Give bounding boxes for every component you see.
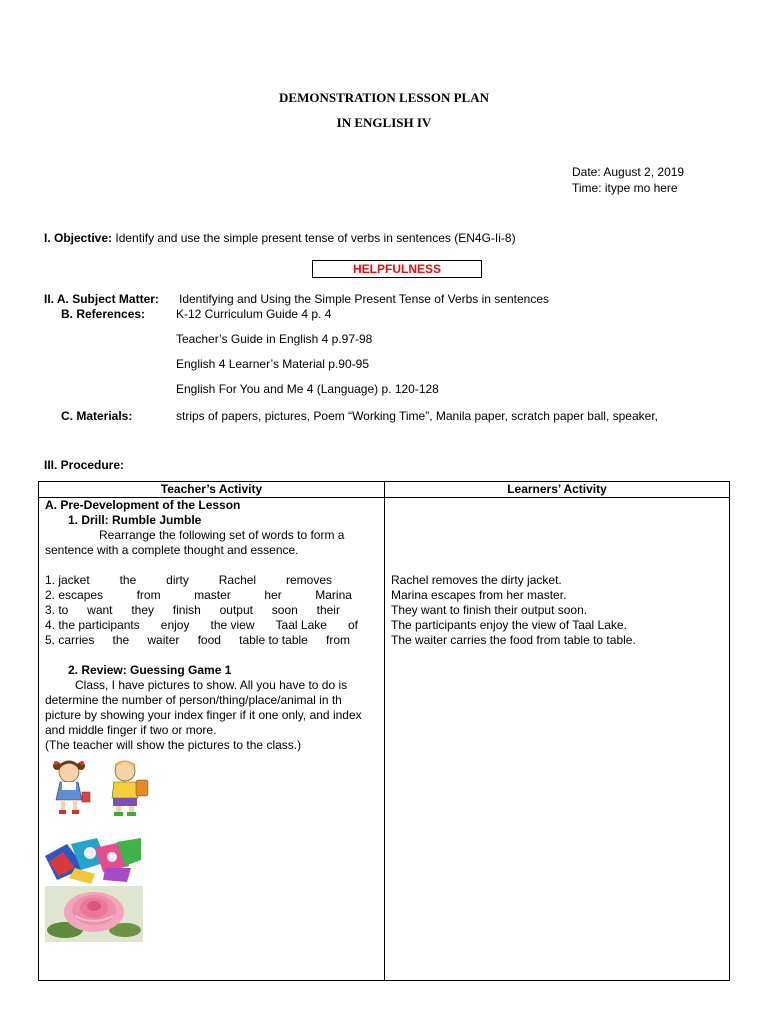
- drill-word: from: [326, 633, 350, 647]
- teacher-activity-cell: [39, 498, 385, 981]
- drill-word: 3. to: [45, 603, 69, 617]
- drill-word: table to table: [239, 633, 308, 647]
- reference-item: English For You and Me 4 (Language) p. 120-128: [176, 382, 439, 396]
- table-header-row: [39, 482, 730, 498]
- drill-word: waiter: [147, 633, 180, 647]
- drill-word: of: [347, 618, 358, 632]
- drill-answer: The participants enjoy the view of Taal Lake.: [391, 618, 627, 632]
- time-text: Time: itype mo here: [572, 181, 678, 195]
- drill-word: Marina: [315, 588, 352, 602]
- rose-picture: [45, 886, 143, 942]
- references-label: B. References:: [61, 307, 146, 321]
- drill-word: 4. the participants: [45, 618, 140, 632]
- objective-label: I. Objective:: [44, 231, 113, 245]
- pre-development-heading: A. Pre-Development of the Lesson: [45, 498, 241, 512]
- drill-item: [45, 618, 358, 632]
- drill-word: the: [119, 573, 137, 587]
- drill-word: removes: [285, 573, 332, 587]
- review-text: picture by showing your index finger if it one only, and index: [45, 708, 362, 722]
- drill-word: dirty: [166, 573, 189, 587]
- drill-word: food: [197, 633, 221, 647]
- date-text: Date: August 2, 2019: [572, 165, 685, 179]
- drill-word: 1. jacket: [45, 573, 90, 587]
- reference-item: K-12 Curriculum Guide 4 p. 4: [176, 307, 332, 321]
- drill-word: want: [87, 603, 113, 617]
- learners-activity-header: Learners’ Activity: [385, 482, 730, 498]
- reference-item: Teacher’s Guide in English 4 p.97-98: [176, 332, 373, 346]
- drill-instruction: Rearrange the following set of words to form a: [99, 528, 345, 542]
- drill-word: their: [316, 603, 340, 617]
- drill-answer: The waiter carries the food from table to table.: [391, 633, 636, 647]
- lesson-plan-subtitle: IN ENGLISH IV: [336, 115, 432, 130]
- drill-item: [45, 603, 340, 617]
- drill-word: enjoy: [160, 618, 190, 632]
- review-text: and middle finger if two or more.: [45, 723, 217, 737]
- drill-word: 2. escapes: [45, 588, 104, 602]
- lesson-plan-title: DEMONSTRATION LESSON PLAN: [279, 90, 489, 105]
- drill-item: [45, 588, 352, 602]
- drill-word: they: [131, 603, 154, 617]
- drill-word: Rachel: [218, 573, 257, 587]
- drill-word: the view: [210, 618, 255, 632]
- materials-label: C. Materials:: [61, 409, 133, 423]
- objective-line: [44, 231, 516, 245]
- drill-word: from: [136, 588, 161, 602]
- drill-answer: They want to finish their output soon.: [391, 603, 588, 617]
- drill-word: master: [194, 588, 231, 602]
- drill-word: Taal Lake: [275, 618, 327, 632]
- drill-item: [45, 573, 332, 587]
- drill-instruction: sentence with a complete thought and essence.: [45, 543, 299, 557]
- drill-word: 5. carries: [45, 633, 95, 647]
- subject-matter-text: Identifying and Using the Simple Present Tense of Verbs in sentences: [179, 292, 550, 306]
- learners-activity-cell: [385, 498, 730, 981]
- table-body-row: [39, 498, 730, 981]
- procedure-table: [38, 481, 730, 981]
- review-heading: 2. Review: Guessing Game 1: [68, 663, 232, 677]
- drill-word: soon: [271, 603, 298, 617]
- drill-item: [45, 633, 350, 647]
- teacher-activity-header: Teacher’s Activity: [39, 482, 385, 498]
- review-text: determine the number of person/thing/place/animal in th: [45, 693, 342, 707]
- objective-text: Identify and use the simple present tense of verbs in sentences (EN4G-Ii-8): [115, 231, 516, 245]
- drill-answer: Marina escapes from her master.: [391, 588, 567, 602]
- kites-picture: [45, 838, 141, 884]
- procedure-label: III. Procedure:: [44, 458, 125, 472]
- subject-matter-label: II. A. Subject Matter:: [44, 292, 159, 306]
- drill-heading: 1. Drill: Rumble Jumble: [68, 513, 202, 527]
- value-focus-box: HELPFULNESS: [312, 260, 482, 278]
- materials-text: strips of papers, pictures, Poem “Working Time”, Manila paper, scratch paper ball, speaker,: [176, 409, 658, 423]
- drill-word: the: [112, 633, 130, 647]
- review-text: (The teacher will show the pictures to the class.): [45, 738, 302, 752]
- drill-answer: Rachel removes the dirty jacket.: [391, 573, 562, 587]
- reference-item: English 4 Learner’s Material p.90-95: [176, 357, 370, 371]
- children-picture: [47, 756, 157, 818]
- drill-word: her: [264, 588, 282, 602]
- drill-word: finish: [172, 603, 201, 617]
- drill-word: output: [219, 603, 253, 617]
- review-text: Class, I have pictures to show. All you have to do is: [75, 678, 348, 692]
